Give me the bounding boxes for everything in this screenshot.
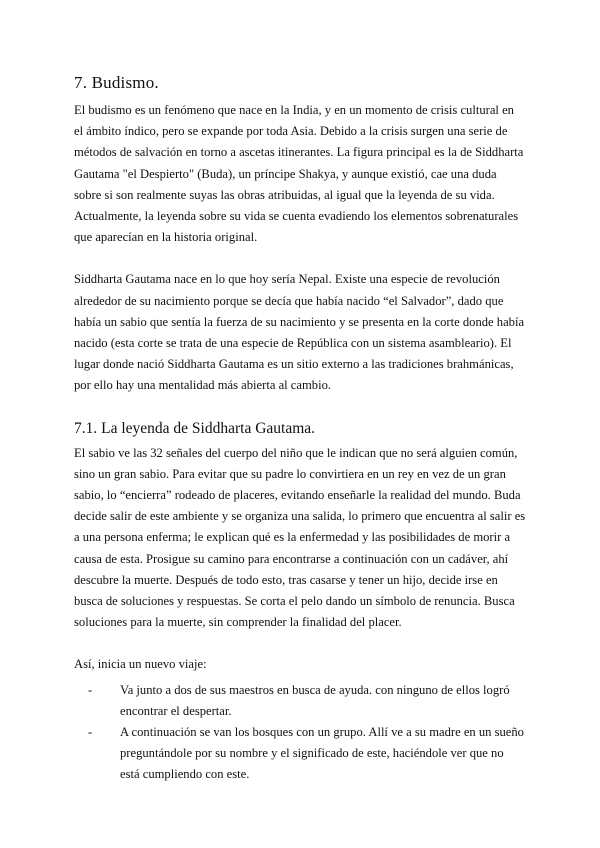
list-bullet: - [88,682,93,697]
page-content [74,72,526,786]
section-7-paragraph-1: El budismo es un fenómeno que nace en la India, y en un momento de crisis cultural en el ámbito índico, pero se expande por toda Asia. Debido a la crisis surgen una serie de métodos de salvación en torno a ascetas itinerantes. La figura principal es la de Siddharta Gautama "el Despierto" (Buda), un príncipe Shakya, y aunque existió, cae una duda sobre si son realmente suyas las obras atribuidas, al igual que la leyenda de su vida. Actualmente, la leyenda sobre su vida se cuenta evadiendo los elementos sobrenaturales que aparecían en la historia original. [74,103,524,245]
journey-list [74,680,526,786]
paragraph-spacer [74,633,526,654]
section-7-paragraph-2: Siddharta Gautama nace en lo que hoy sería Nepal. Existe una especie de revolución alrededor de su nacimiento porque se decía que había nacido “el Salvador”, dado que había un sabio que sentía la fuerza de su nacimiento y se presenta en la corte donde había nacido (esta corte se trata de una especie de República con un sistema asambleario). El lugar donde nació Siddharta Gautama es un sitio externo a las tradiciones brahmánicas, por ello hay una mentalidad más abierta al cambio. [74,272,525,393]
section-spacer [74,397,526,419]
list-bullet: - [88,725,93,740]
section-7-heading: 7. Budismo. [74,73,159,92]
list-item-text: A continuación se van los bosques con un grupo. Allí ve a su madre en un sueño preguntándole por su nombre y el significado de este, haciéndole ver que no está cumpliendo con este. [120,725,524,782]
journey-intro: Así, inicia un nuevo viaje: [74,657,207,672]
list-item-text: Va junto a dos de sus maestros en busca de ayuda. con ninguno de ellos logró encontrar el despertar. [120,682,510,718]
section-7-1-heading: 7.1. La leyenda de Siddharta Gautama. [74,419,316,437]
section-7-1-paragraph-1: El sabio ve las 32 señales del cuerpo del niño que le indican que no será alguien común, sino un gran sabio. Para evitar que su padre lo convirtiera en un rey en vez de un gran sabio, lo “encierra” rodeado de placeres, evitando enseñarle la realidad del mundo. Buda decide salir de este ambiente y se organiza una salida, lo primero que encuentra al salir es a una persona enferma; le explican qué es la enfermedad y las posibilidades de morir a causa de esta. Prosigue su camino para encontrarse a continuación con un cadáver, ahí descubre la muerte. Después de todo esto, tras casarse y tener un hijo, decide irse en busca de soluciones y respuestas. Se corta el pelo dando un símbolo de renuncia. Busca soluciones para la muerte, sin comprender la finalidad del placer. [74,445,526,630]
list-item [88,680,526,722]
paragraph-spacer [74,248,526,269]
list-item [88,722,526,786]
